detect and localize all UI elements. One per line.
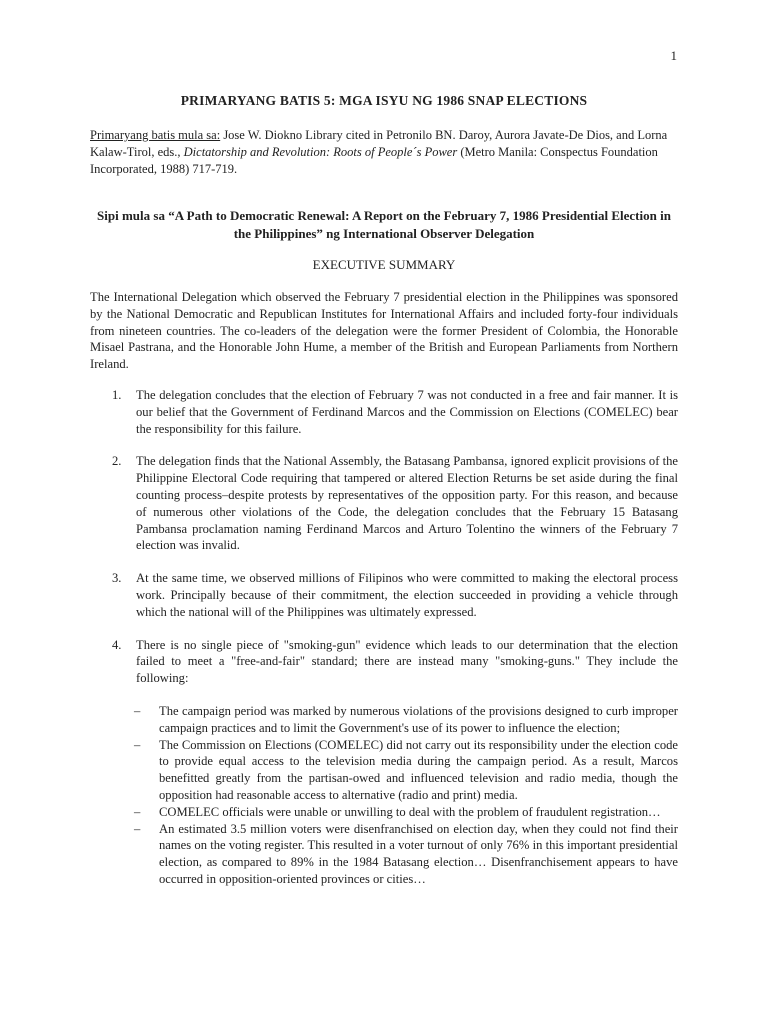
sublist-item: [90, 804, 678, 821]
sublist-item: [90, 703, 678, 737]
dash-bullet: –: [134, 703, 141, 718]
dash-sublist: [90, 703, 678, 888]
excerpt-heading: Sipi mula sa “A Path to Democratic Renewal: A Report on the February 7, 1986 Presidential Election in the Philippines” ng International Observer Delegation: [97, 208, 671, 241]
list-item-number: 4.: [112, 637, 122, 652]
document-title: PRIMARYANG BATIS 5: MGA ISYU NG 1986 SNAP ELECTIONS: [180, 93, 588, 108]
sublist-item-text: An estimated 3.5 million voters were disenfranchised on election day, when they could not find their names on the voting register. This resulted in a voter turnout of only 76% in this important presidential election, as compared to 89% in the 1984 Batasang election… Disenfranchisement appears to have occurred in opposition-oriented provinces or cities…: [159, 821, 678, 886]
source-text-before: Jose W. Diokno Library cited in Petronilo BN. Daroy, Aurora Javate-De Dios, and Lorna Kalaw-Tirol, eds.,: [90, 128, 668, 159]
list-item: [90, 387, 678, 437]
dash-bullet: –: [134, 737, 141, 752]
list-item: [90, 570, 678, 620]
sublist-item-text: The campaign period was marked by numerous violations of the provisions designed to curb improper campaign practices and to limit the Government's use of its power to influence the election;: [159, 703, 678, 735]
source-label: Primaryang batis mula sa:: [90, 128, 221, 142]
sublist-item: [90, 821, 678, 888]
page-number: 1: [670, 48, 677, 63]
sublist-item-text: COMELEC officials were unable or unwilling to deal with the problem of fraudulent registration…: [159, 804, 661, 819]
sublist-item: [90, 737, 678, 804]
dash-bullet: –: [134, 821, 141, 836]
list-item-number: 1.: [112, 388, 122, 402]
numbered-list: [90, 387, 678, 888]
source-book-title: Dictatorship and Revolution: Roots of People´s Power: [183, 145, 458, 159]
source-text-after: (Metro Manila: Conspectus Foundation Incorporated, 1988) 717-719.: [90, 145, 658, 176]
list-item-text: The delegation concludes that the election of February 7 was not conducted in a free and fair manner. It is our belief that the Government of Ferdinand Marcos and the Commission on Elections (COMELEC) bear the responsibility for this failure.: [136, 388, 678, 436]
list-item-text: There is no single piece of "smoking-gun" evidence which leads to our determination that the election failed to meet a "free-and-fair" standard; there are instead many "smoking-guns." They include the following:: [136, 637, 678, 686]
list-item: [90, 453, 678, 554]
intro-paragraph: The International Delegation which observed the February 7 presidential election in the Philippines was sponsored by the National Democratic and Republican Institutes for International Affairs and included forty-four individuals from nineteen countries. The co-leaders of the delegation were the former President of Colombia, the Honorable Misael Pastrana, and the Honorable John Hume, a member of the British and European Parliaments from Northern Ireland.: [90, 290, 678, 372]
dash-bullet: –: [134, 804, 141, 819]
section-heading: EXECUTIVE SUMMARY: [312, 257, 456, 272]
list-item-text: At the same time, we observed millions of Filipinos who were committed to making the electoral process work. Principally because of their commitment, the election succeeded in providing a vehicle through which the national will of the Philippines was ultimately expressed.: [136, 571, 678, 619]
list-item-number: 3.: [112, 571, 122, 586]
source-citation: [90, 127, 678, 178]
list-item-number: 2.: [112, 454, 122, 469]
list-item: [90, 637, 678, 687]
list-item-text: The delegation finds that the National Assembly, the Batasang Pambansa, ignored explicit provisions of the Philippine Electoral Code requiring that tampered or altered Election Returns be set aside during the final counting process–despite protests by representatives of the opposition party. For this reason, and because of numerous other violations of the Code, the delegation concludes that the February 15 Batasang Pambansa proclamation naming Ferdinand Marcos and Arturo Tolentino the winners of the February 7 election was invalid.: [136, 454, 678, 553]
sublist-item-text: The Commission on Elections (COMELEC) did not carry out its responsibility under the election code to provide equal access to the television media during the campaign period. As a result, Marcos benefitted greatly from the partisan-owed and influenced television and radio media, though the opposition had reasonable access to alternative (radio and print) media.: [159, 737, 678, 802]
